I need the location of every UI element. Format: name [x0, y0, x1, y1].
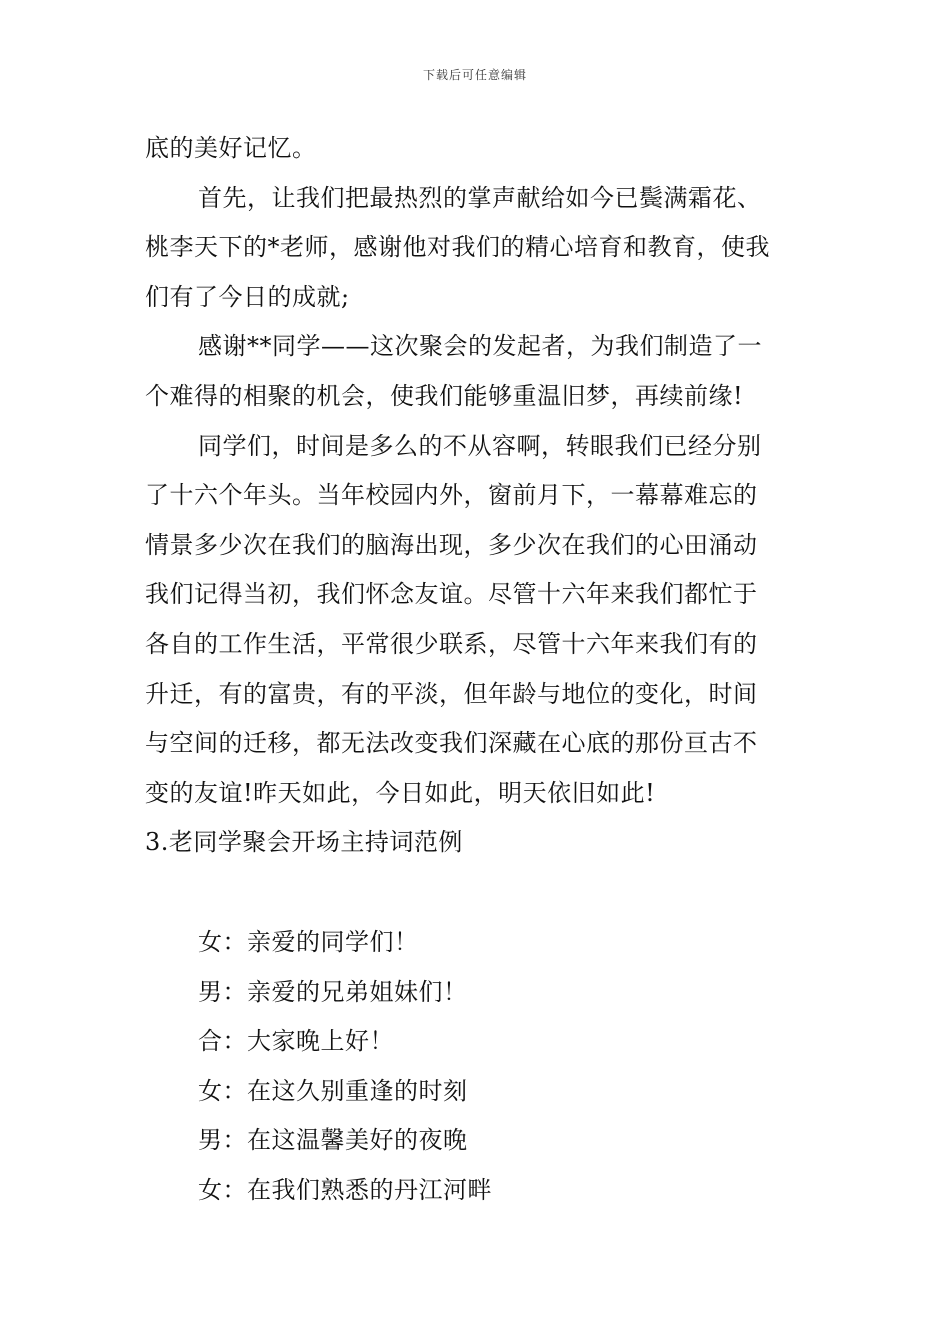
dialogue-line: 女：亲爱的同学们！ [198, 927, 419, 956]
text-line: 了十六个年头。当年校园内外，窗前月下，一幕幕难忘的 [145, 481, 758, 510]
blank-line [145, 868, 810, 918]
text-line: 桃李天下的*老师，感谢他对我们的精心培育和教育，使我 [145, 233, 770, 262]
text-line: 首先，让我们把最热烈的掌声献给如今已鬓满霜花、 [198, 183, 762, 212]
dialogue-line: 男：在这温馨美好的夜晚 [198, 1126, 468, 1155]
text-line: 底的美好记忆。 [145, 134, 317, 162]
text-line: 变的友谊!昨天如此，今日如此，明天依旧如此! [145, 778, 656, 807]
section-heading: 3.老同学聚会开场主持词范例 [145, 828, 463, 857]
page-header: 下载后可任意编辑 [422, 68, 527, 82]
text-line: 们有了今日的成就; [145, 282, 350, 311]
dialogue-line: 女：在这久别重逢的时刻 [198, 1076, 468, 1105]
text-line: 各自的工作生活，平常很少联系，尽管十六年来我们有的 [145, 629, 758, 658]
dialogue-line: 女：在我们熟悉的丹江河畔 [198, 1175, 492, 1204]
text-line: 与空间的迁移，都无法改变我们深藏在心底的那份亘古不 [145, 729, 758, 758]
text-line: 我们记得当初，我们怀念友谊。尽管十六年来我们都忙于 [145, 580, 758, 609]
text-line: 升迁，有的富贵，有的平淡，但年龄与地位的变化，时间 [145, 679, 758, 708]
document-body [145, 124, 810, 1215]
text-line: 感谢**同学——这次聚会的发起者，为我们制造了一 [198, 332, 762, 361]
dialogue-line: 男：亲爱的兄弟姐妹们！ [198, 977, 468, 1006]
dialogue-line: 合：大家晚上好！ [198, 1027, 394, 1056]
text-line: 情景多少次在我们的脑海出现，多少次在我们的心田涌动 [145, 530, 758, 559]
text-line: 同学们，时间是多么的不从容啊，转眼我们已经分别 [198, 431, 762, 460]
text-line: 个难得的相聚的机会，使我们能够重温旧梦，再续前缘! [145, 381, 744, 410]
